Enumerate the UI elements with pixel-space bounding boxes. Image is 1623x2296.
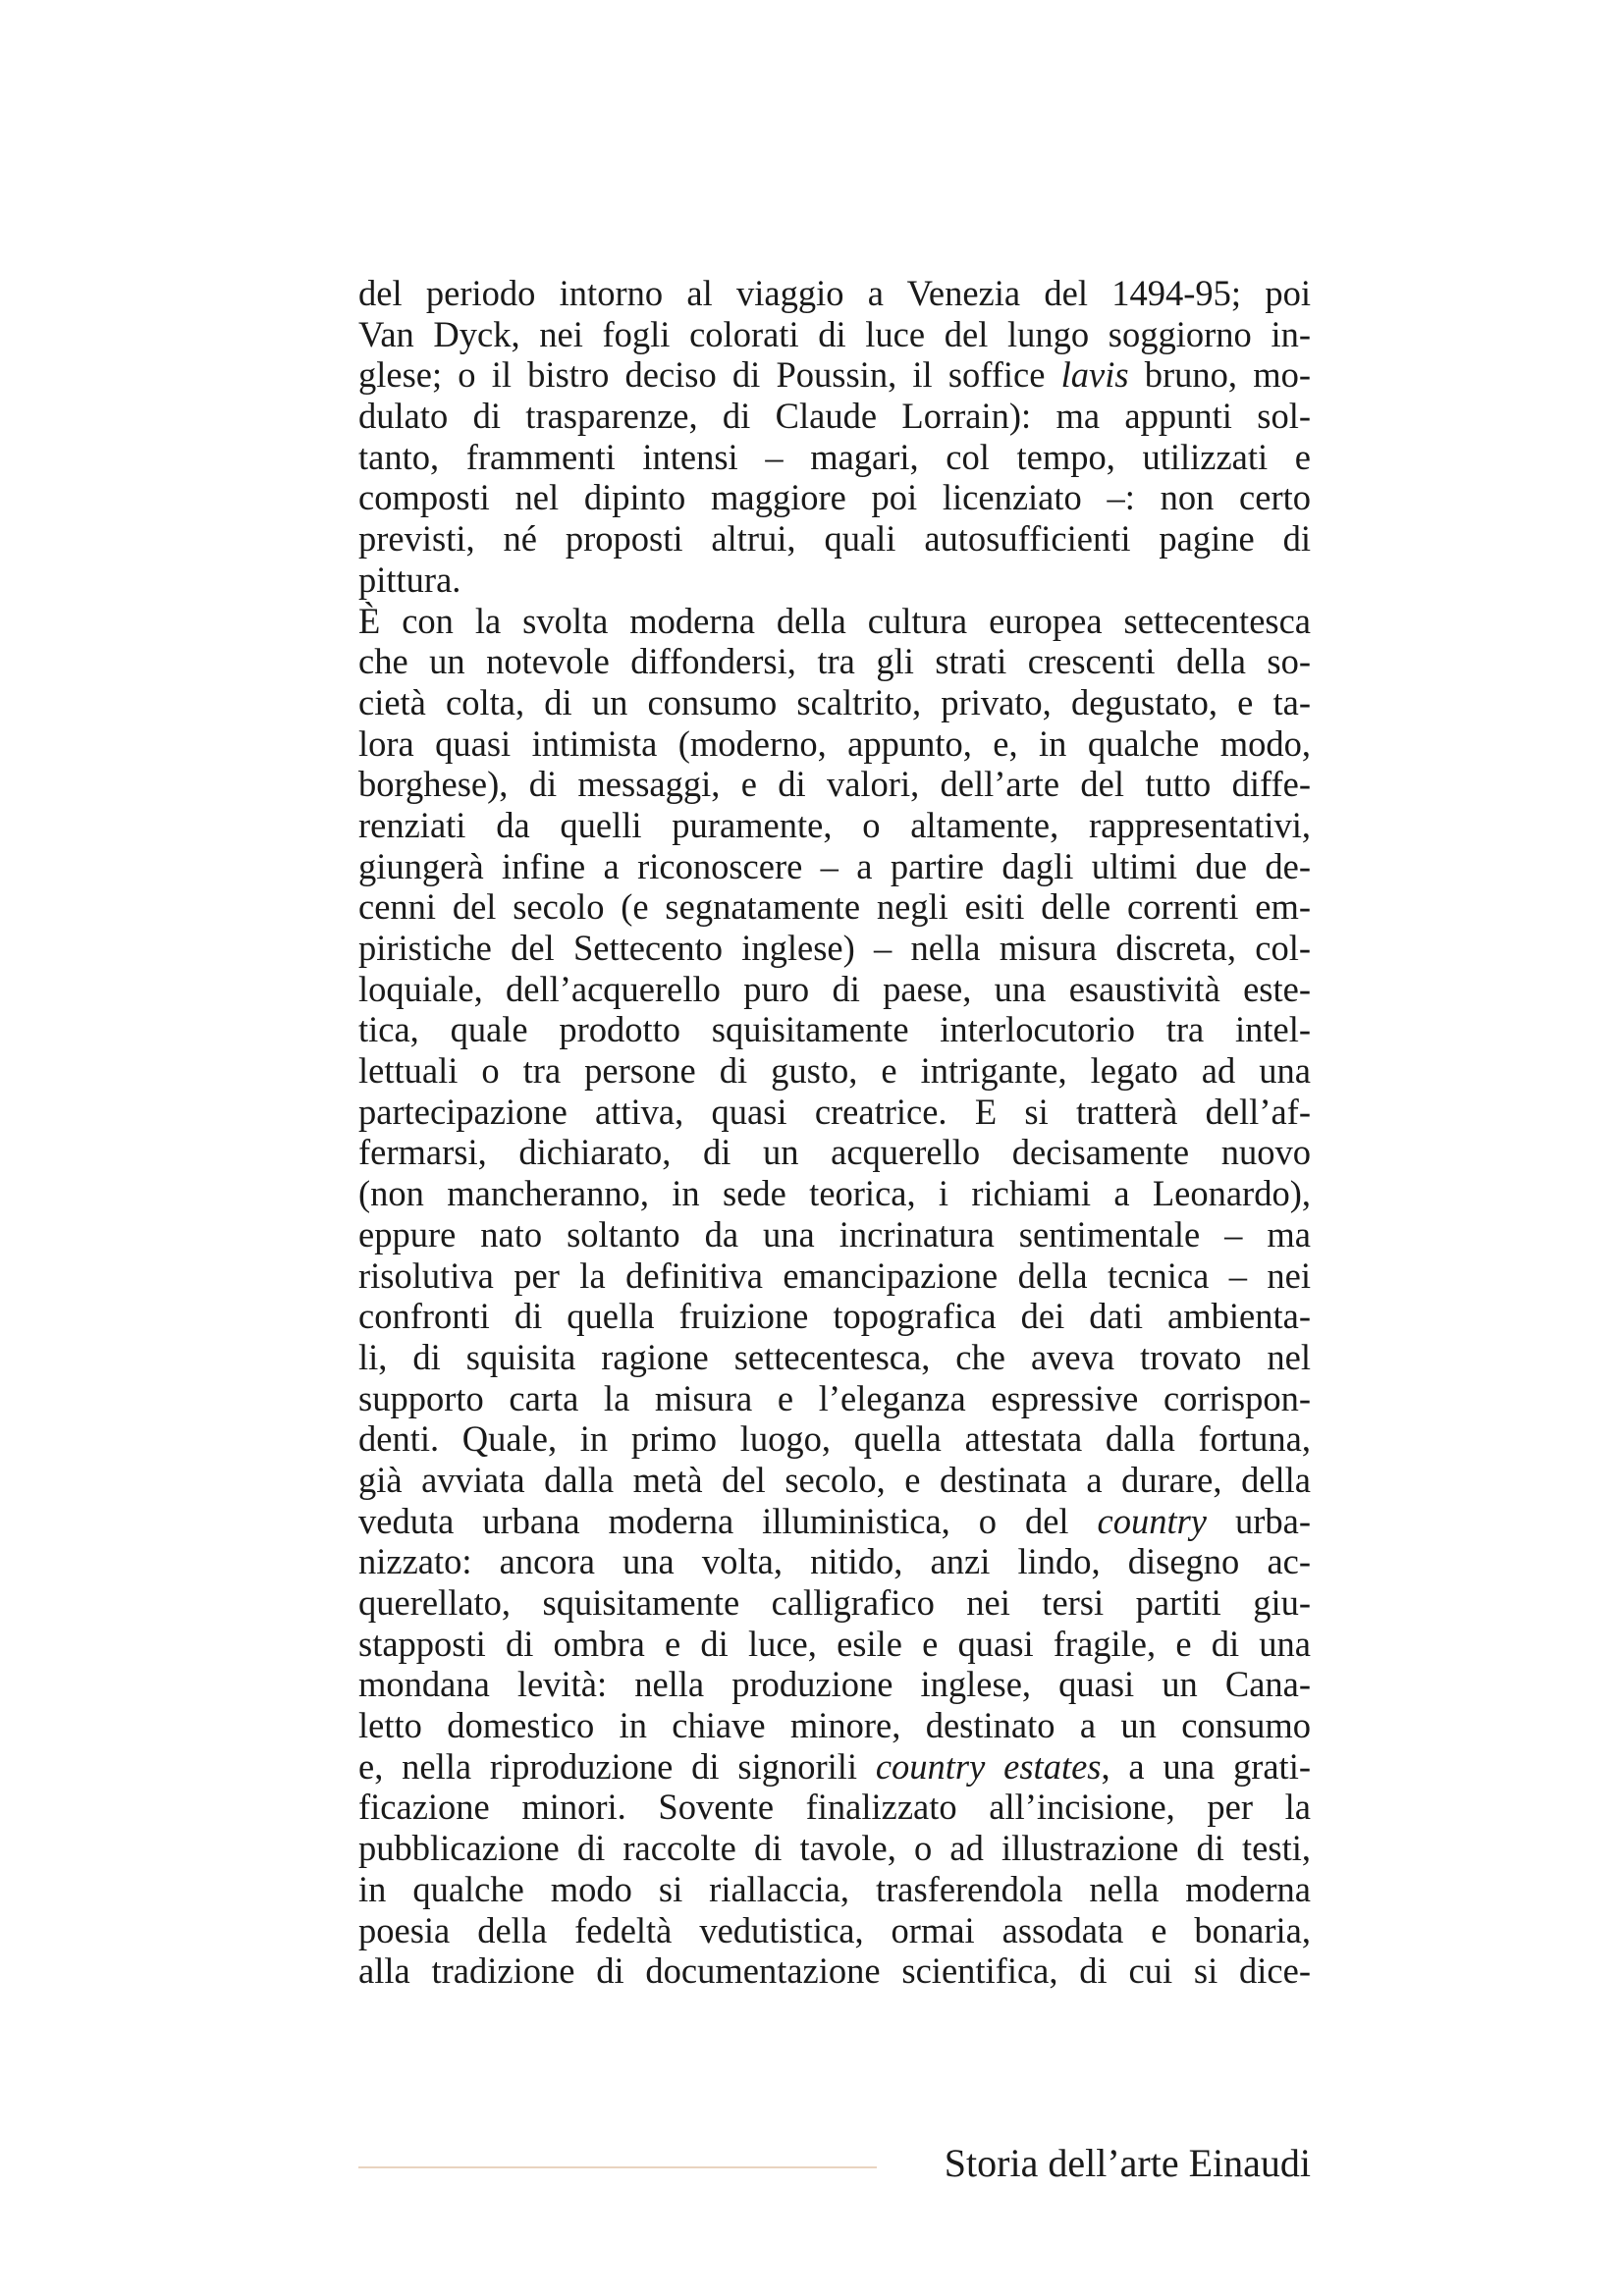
- text-line: [358, 1337, 1311, 1378]
- text-line: [358, 354, 1311, 396]
- text-line: [358, 1132, 1311, 1173]
- footer-rule: [358, 2166, 877, 2168]
- text-line: [358, 1255, 1311, 1297]
- text-line: [358, 846, 1311, 887]
- text-line: [358, 1050, 1311, 1092]
- text-line: [358, 723, 1311, 765]
- text-segment: supporto carta la misura e l’eleganza espressive corrispon-: [358, 1377, 1311, 1418]
- text-segment: eppure nato soltanto da una incrinatura sentimentale – ma: [358, 1213, 1311, 1255]
- text-segment: borghese), di messaggi, e di valori, dell’arte del tutto diffe-: [358, 764, 1311, 805]
- text-line: [358, 518, 1311, 560]
- text-segment: tica, quale prodotto squisitamente interlocutorio tra intel-: [358, 1009, 1311, 1050]
- text-segment: lettuali o tra persone di gusto, e intrigante, legato ad una: [358, 1050, 1311, 1092]
- text-line: [358, 764, 1311, 805]
- text-segment: denti. Quale, in primo luogo, quella attestata dalla fortuna,: [358, 1418, 1311, 1460]
- text-line: [358, 396, 1311, 437]
- text-line: [358, 1541, 1311, 1582]
- text-segment: previsti, né proposti altrui, quali autosufficienti pagine di: [358, 518, 1311, 560]
- text-line: [358, 641, 1311, 682]
- text-segment: (non mancheranno, in sede teorica, i richiami a Leonardo),: [358, 1173, 1311, 1214]
- text-segment: tanto, frammenti intensi – magari, col tempo, utilizzati e: [358, 436, 1311, 477]
- text-line: [358, 1460, 1311, 1501]
- text-line: [358, 560, 1311, 601]
- text-line: [358, 1418, 1311, 1460]
- text-segment: fermarsi, dichiarato, di un acquerello decisamente nuovo: [358, 1132, 1311, 1173]
- text-segment: cietà colta, di un consumo scaltrito, privato, degustato, e ta-: [358, 681, 1311, 722]
- text-segment: del periodo intorno al viaggio a Venezia del 1494-95; poi: [358, 273, 1311, 313]
- text-line: [358, 601, 1311, 642]
- text-segment: in qualche modo si riallaccia, trasferendola nella moderna: [358, 1868, 1311, 1909]
- text-segment: urba-: [1207, 1500, 1311, 1541]
- text-segment: pubblicazione di raccolte di tavole, o ad illustrazione di testi,: [358, 1828, 1311, 1869]
- text-line: [358, 1501, 1311, 1542]
- text-segment: È con la svolta moderna della cultura europea settecentesca: [358, 600, 1311, 641]
- text-line: [358, 1910, 1311, 1951]
- text-line: [358, 886, 1311, 928]
- text-segment: alla tradizione di documentazione scientifica, di cui si dice-: [358, 1950, 1311, 1992]
- text-segment: confronti di quella fruizione topografica dei dati ambienta-: [358, 1296, 1311, 1337]
- text-segment: risolutiva per la definitiva emancipazione della tecnica – nei: [358, 1255, 1311, 1296]
- italic-term: country estates: [875, 1745, 1102, 1787]
- text-line: [358, 1828, 1311, 1869]
- text-line: [358, 1664, 1311, 1705]
- text-line: [358, 1582, 1311, 1624]
- text-segment: già avviata dalla metà del secolo, e destinata a durare, della: [358, 1459, 1311, 1500]
- italic-term: country: [1097, 1500, 1208, 1541]
- text-segment: e, nella riproduzione di signorili: [358, 1745, 876, 1787]
- text-line: [358, 1950, 1311, 1992]
- text-segment: mondana levità: nella produzione inglese, quasi un Cana-: [358, 1664, 1311, 1705]
- text-line: [358, 928, 1311, 969]
- text-segment: , a una grati-: [1101, 1745, 1311, 1787]
- text-line: [358, 1624, 1311, 1665]
- text-segment: che un notevole diffondersi, tra gli strati crescenti della so-: [358, 641, 1311, 682]
- text-segment: poesia della fedeltà vedutistica, ormai assodata e bonaria,: [358, 1909, 1311, 1950]
- text-line: [358, 1746, 1311, 1788]
- text-segment: nizzato: ancora una volta, nitido, anzi lindo, disegno ac-: [358, 1541, 1311, 1582]
- text-line: [358, 969, 1311, 1010]
- text-segment: piristiche del Settecento inglese) – nella misura discreta, col-: [358, 928, 1311, 968]
- text-segment: letto domestico in chiave minore, destinato a un consumo: [358, 1705, 1311, 1746]
- text-line: [358, 1787, 1311, 1828]
- text-segment: lora quasi intimista (moderno, appunto, e, in qualche modo,: [358, 722, 1311, 764]
- text-segment: composti nel dipinto maggiore poi licenziato –: non certo: [358, 477, 1311, 518]
- text-line: [358, 1869, 1311, 1910]
- text-line: [358, 1378, 1311, 1419]
- text-segment: li, di squisita ragione settecentesca, che aveva trovato nel: [358, 1336, 1311, 1377]
- text-line: [358, 682, 1311, 723]
- text-line: [358, 1173, 1311, 1214]
- text-line: [358, 477, 1311, 518]
- text-segment: glese; o il bistro deciso di Poussin, il soffice: [358, 354, 1061, 396]
- text-segment: cenni del secolo (e segnatamente negli esiti delle correnti em-: [358, 886, 1311, 928]
- text-segment: loquiale, dell’acquerello puro di paese, una esaustività este-: [358, 968, 1311, 1009]
- text-segment: dulato di trasparenze, di Claude Lorrain): ma appunti sol-: [358, 396, 1311, 437]
- text-line: [358, 273, 1311, 314]
- text-line: [358, 1214, 1311, 1255]
- text-segment: ficazione minori. Sovente finalizzato all’incisione, per la: [358, 1787, 1311, 1828]
- text-line: [358, 437, 1311, 478]
- text-segment: pittura.: [358, 559, 461, 600]
- footer-title: Storia dell’arte Einaudi: [944, 2141, 1311, 2185]
- text-segment: renziati da quelli puramente, o altamente, rappresentativi,: [358, 804, 1311, 845]
- text-segment: giungerà infine a riconoscere – a partire dagli ultimi due de-: [358, 845, 1311, 886]
- text-line: [358, 805, 1311, 846]
- text-segment: querellato, squisitamente calligrafico nei tersi partiti giu-: [358, 1582, 1311, 1623]
- italic-term: lavis: [1060, 354, 1129, 396]
- text-line: [358, 1705, 1311, 1746]
- text-segment: veduta urbana moderna illuministica, o del: [358, 1500, 1098, 1541]
- page-body-text: [358, 273, 1311, 1992]
- text-line: [358, 314, 1311, 355]
- text-line: [358, 1296, 1311, 1337]
- text-segment: bruno, mo-: [1128, 354, 1311, 396]
- text-line: [358, 1092, 1311, 1133]
- text-segment: partecipazione attiva, quasi creatrice. E si tratterà dell’af-: [358, 1091, 1311, 1132]
- text-line: [358, 1009, 1311, 1050]
- text-segment: stapposti di ombra e di luce, esile e quasi fragile, e di una: [358, 1623, 1311, 1664]
- text-segment: Van Dyck, nei fogli colorati di luce del lungo soggiorno in-: [358, 313, 1311, 354]
